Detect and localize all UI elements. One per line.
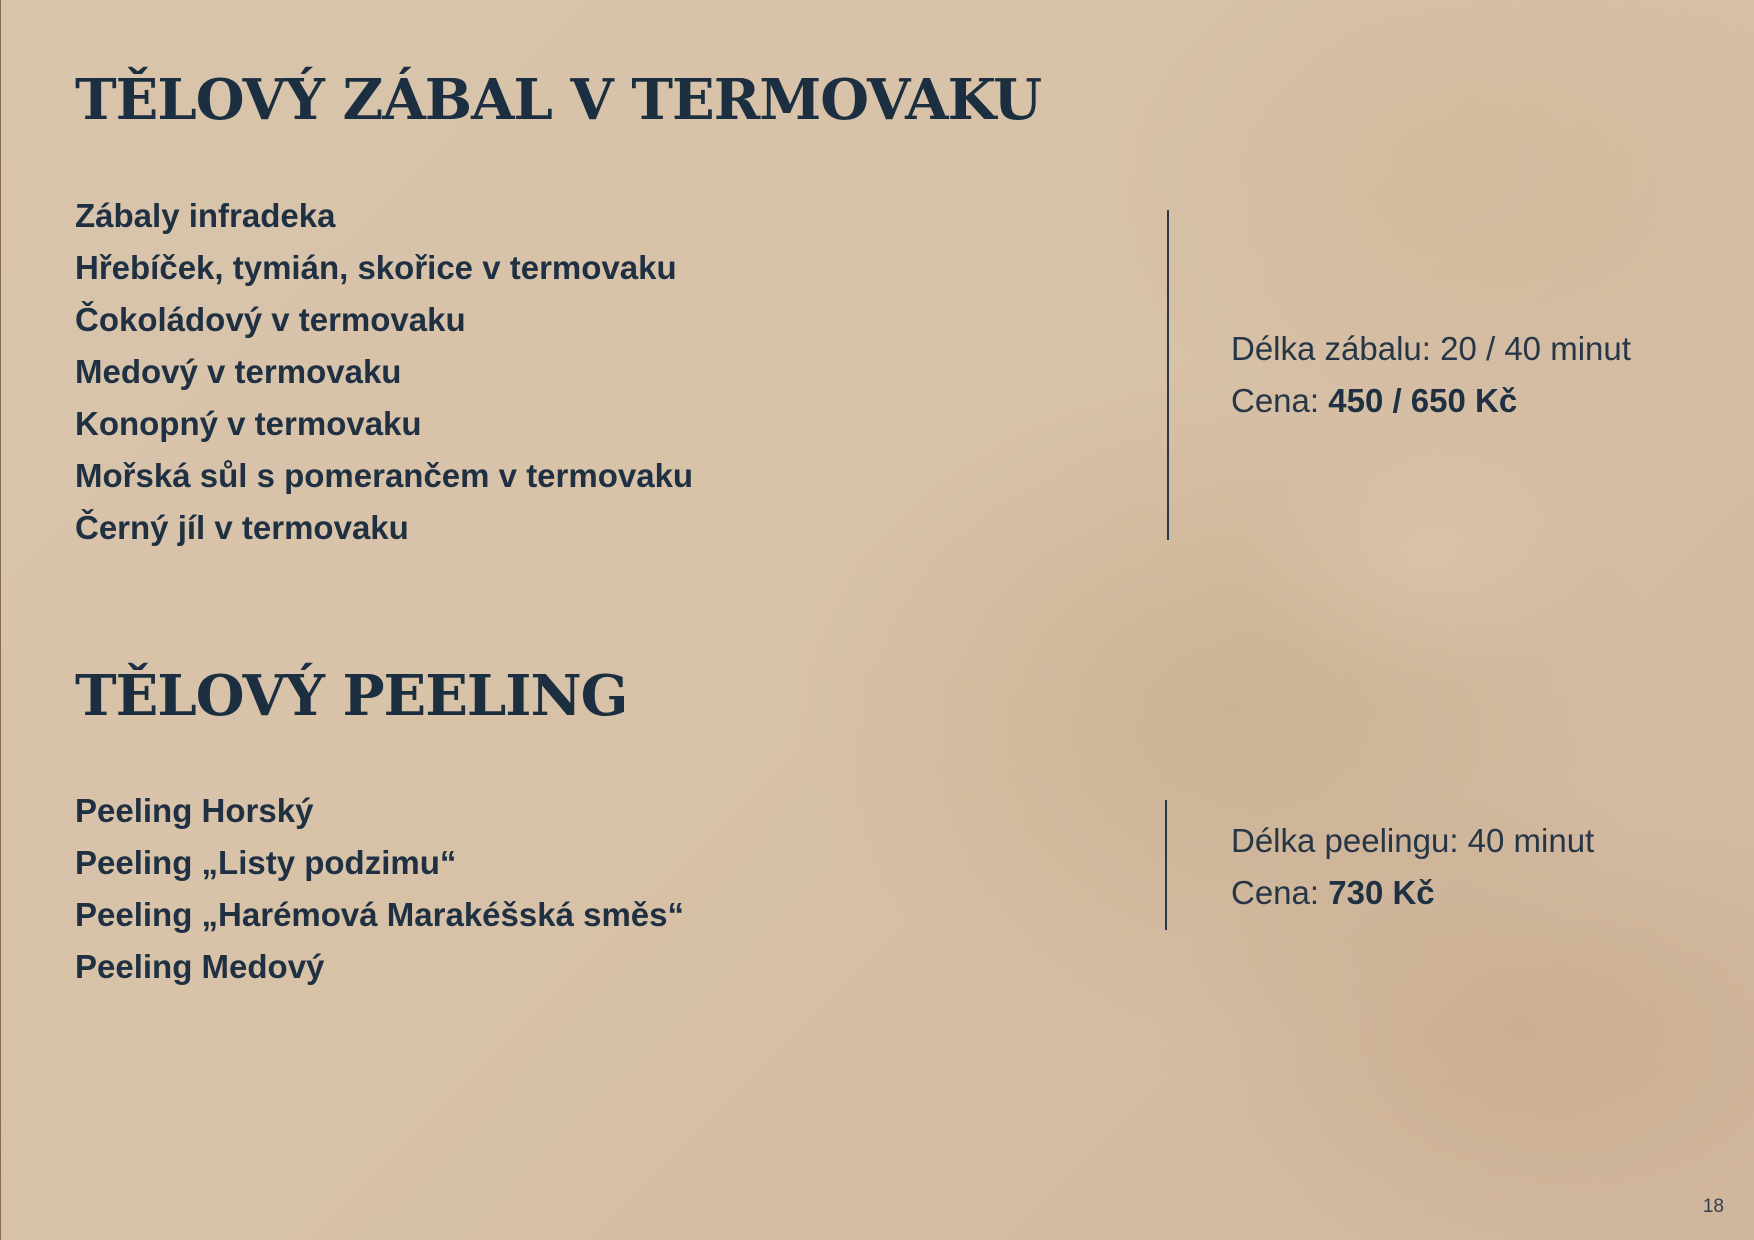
peeling-info <box>1231 815 1594 919</box>
wrap-treatment-item: Hřebíček, tymián, skořice v termovaku <box>75 249 677 286</box>
wrap-treatment-item: Zábaly infradeka <box>75 197 336 234</box>
peeling-duration: Délka peelingu: 40 minut <box>1231 822 1595 859</box>
wrap-treatment-item: Konopný v termovaku <box>75 405 422 442</box>
peeling-price-label: Cena: <box>1231 874 1329 911</box>
peeling-treatment-item: Peeling „Harémová Marakéšská směs“ <box>75 896 685 933</box>
wrap-treatment-item: Medový v termovaku <box>75 353 402 390</box>
peeling-price-value: 730 Kč <box>1328 874 1435 911</box>
peeling-treatment-list <box>75 785 684 993</box>
wrap-treatment-item: Mořská sůl s pomerančem v termovaku <box>75 457 694 494</box>
wrap-price-line <box>1231 375 1631 427</box>
wrap-treatment-list <box>75 190 693 554</box>
wrap-divider <box>1167 210 1169 540</box>
wrap-price-value: 450 / 650 Kč <box>1328 382 1518 419</box>
wrap-info <box>1231 323 1631 427</box>
peeling-treatment-item: Peeling Medový <box>75 948 325 985</box>
wrap-treatment-item: Čokoládový v termovaku <box>75 301 466 338</box>
peeling-treatment-item: Peeling „Listy podzimu“ <box>75 844 457 881</box>
peeling-divider <box>1165 800 1167 930</box>
page-number: 18 <box>1702 1196 1724 1217</box>
peeling-section-title: TĚLOVÝ PEELING <box>75 663 628 729</box>
wrap-section-title: TĚLOVÝ ZÁBAL V TERMOVAKU <box>75 67 1042 133</box>
wrap-duration: Délka zábalu: 20 / 40 minut <box>1231 330 1631 367</box>
peeling-treatment-item: Peeling Horský <box>75 792 314 829</box>
wrap-price-label: Cena: <box>1231 382 1329 419</box>
wrap-treatment-item: Černý jíl v termovaku <box>75 509 409 546</box>
peeling-price-line <box>1231 867 1594 919</box>
page-edge-line <box>0 0 1 1240</box>
